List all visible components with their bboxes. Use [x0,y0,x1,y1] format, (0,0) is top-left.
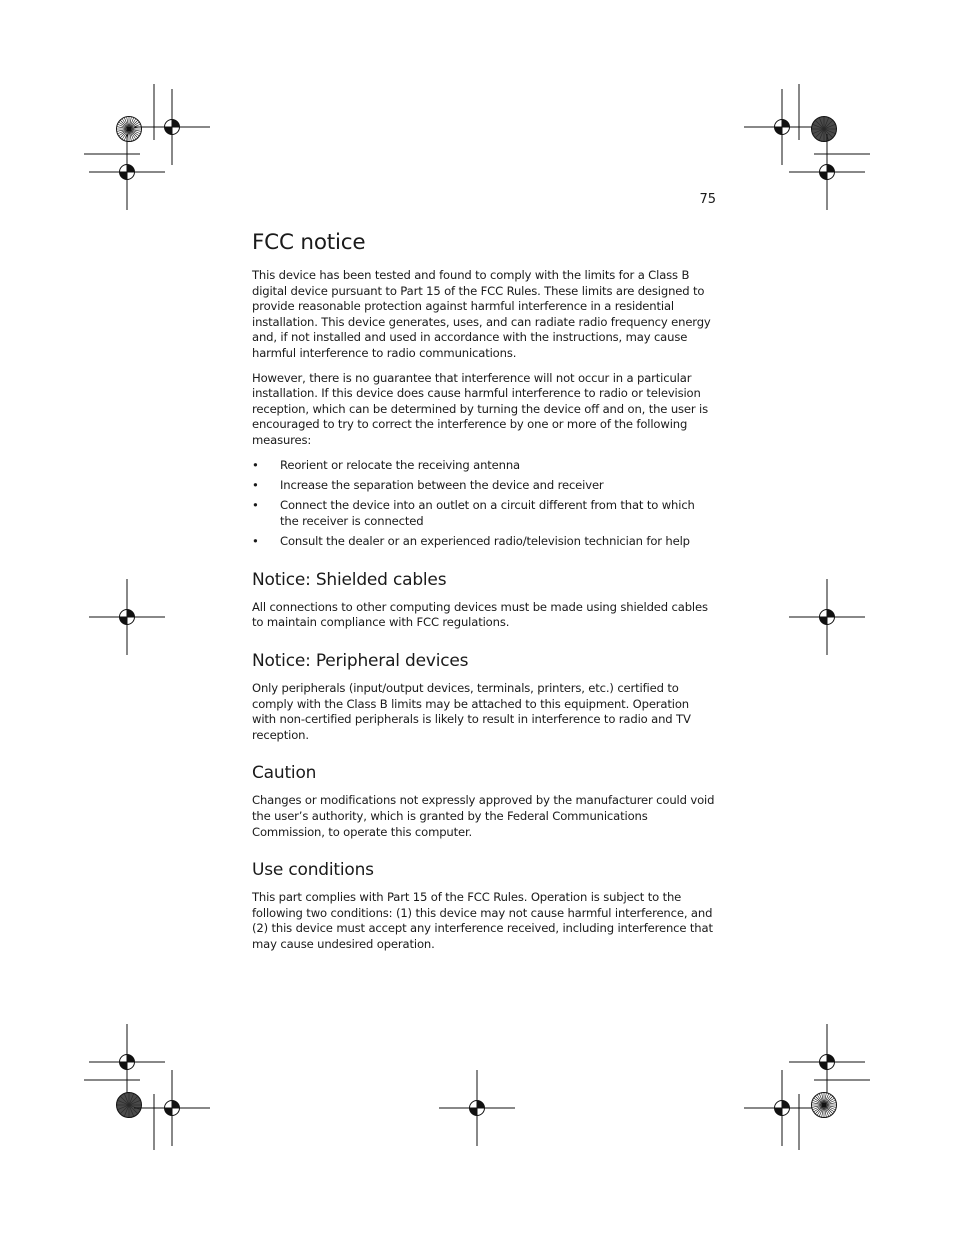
page-title: FCC notice [252,230,366,255]
section-heading-caution: Caution [252,763,317,784]
list-item [252,498,716,529]
list-item [252,534,716,550]
intro-paragraph: This device has been tested and found to comply with the limits for a Class B digital device pursuant to Part 15 of the FCC Rules. These limits are designed to provide reasonable protection against harmful interference in a residential installation. This device generates, uses, and can radiate radio frequency energy and, if not installed and used in accordance with the instructions, may cause harmful interference to radio communications. [252,268,711,360]
section-body-caution: Changes or modifications not expressly approved by the manufacturer could void the user’s authority, which is granted by the Federal Communications Commission, to operate this computer. [252,793,715,839]
list-item-text: Reorient or relocate the receiving antenna [280,457,520,472]
color-bar-disc-icon [812,117,837,142]
registration-target-icon [789,134,865,210]
section-body-use-conditions: This part complies with Part 15 of the FCC Rules. Operation is subject to the following two conditions: (1) this device may not cause harmful interference, and (2) this device must accept any interference received, including interference that may cause undesired operation. [252,890,713,952]
section-heading-peripheral-devices: Notice: Peripheral devices [252,651,469,672]
bullet-icon: • [252,477,259,492]
section-heading-use-conditions: Use conditions [252,860,374,881]
color-bar-starburst-icon [117,117,142,142]
page-number: 75 [699,192,716,207]
color-bar-disc-icon [117,1093,142,1118]
list-item [252,478,716,494]
registration-target-icon [134,89,210,165]
color-bar-starburst-icon [812,1093,837,1118]
registration-target-icon [789,579,865,655]
page-content [252,230,716,962]
list-item-text: Consult the dealer or an experienced radio/television technician for help [280,534,690,549]
list-item-text: Increase the separation between the device and receiver [280,477,604,492]
intro-paragraph: However, there is no guarantee that interference will not occur in a particular installation. If this device does cause harmful interference to radio or television reception, which can be determined by turning the device off and on, the user is encouraged to try to correct the interference by one or more of the following measures: [252,370,709,447]
registration-target-icon [89,134,165,210]
registration-target-icon [89,579,165,655]
registration-target-icon [134,1070,210,1146]
bullet-icon: • [252,534,259,549]
list-item [252,458,716,474]
registration-target-icon [89,1024,165,1100]
registration-target-icon [744,1070,820,1146]
registration-target-icon [439,1070,515,1146]
section-body-peripheral-devices: Only peripherals (input/output devices, terminals, printers, etc.) certified to comply with the Class B limits may be attached to this equipment. Operation with non-certified peripherals is likely to result in interference to radio and TV reception. [252,681,691,742]
registration-target-icon [744,89,820,165]
registration-target-icon [789,1024,865,1100]
bullet-icon: • [252,457,259,472]
bullet-icon: • [252,498,259,513]
section-heading-shielded-cables: Notice: Shielded cables [252,569,447,590]
list-item-text: Connect the device into an outlet on a circuit different from that to which the receiver is connected [280,498,695,528]
measures-list [252,458,716,550]
section-body-shielded-cables: All connections to other computing devices must be made using shielded cables to maintain compliance with FCC regulations. [252,599,708,630]
